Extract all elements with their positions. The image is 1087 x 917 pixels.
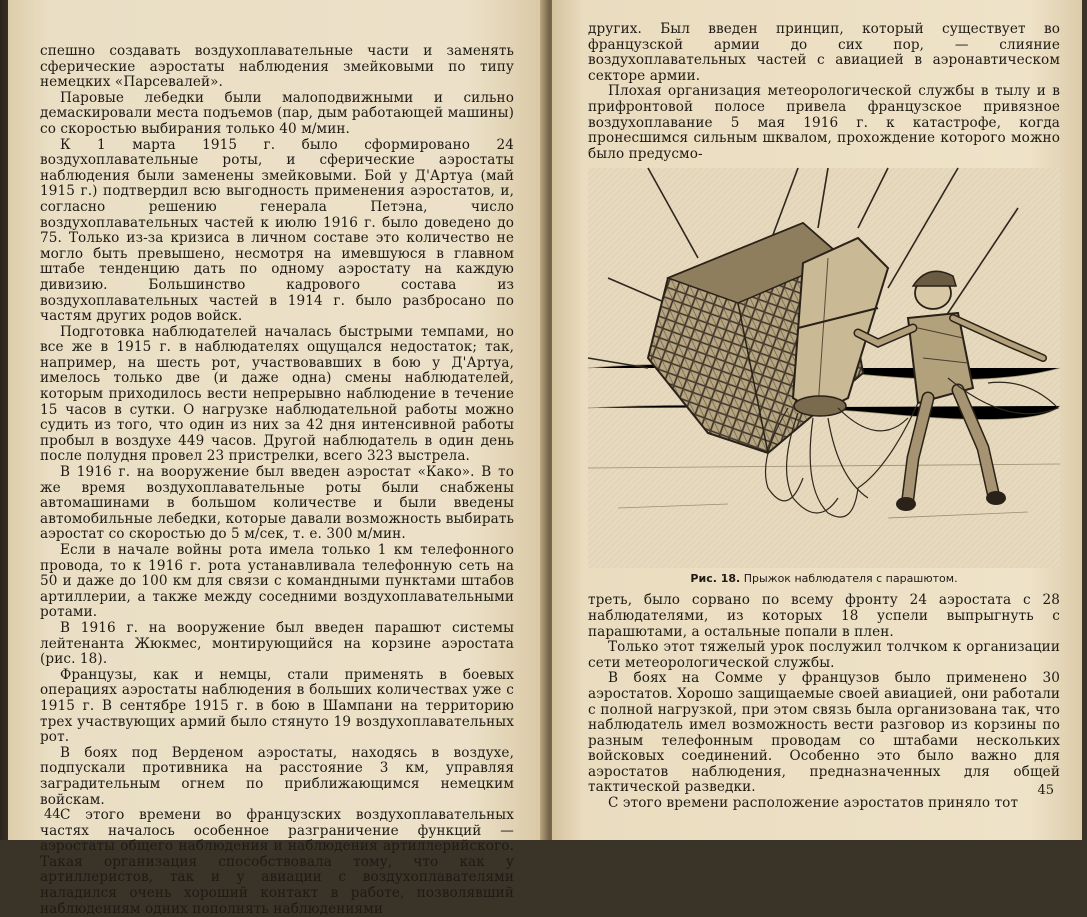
left-page	[8, 0, 548, 917]
paragraph: В 1916 г. на вооружение был введен аэростат «Како». В то же время воздухоплавательные роты были снабжены автомашинами в большом количестве и были введены автомобильные лебедки, которые давали возможность выбирать аэростат со скоростью до 5 м/сек, т. е. 300 м/мин.	[40, 464, 514, 543]
right-page	[552, 0, 1082, 840]
figure-number: Рис. 18.	[690, 572, 741, 586]
page-number-right: 45	[1037, 783, 1054, 798]
paragraph: С этого времени расположение аэростатов приняло тот	[608, 795, 1019, 812]
figure-18	[588, 168, 1060, 593]
figure-caption	[588, 572, 1060, 585]
paragraph: спешно создавать воздухоплавательные части и заменять сферические аэростаты наблюдения змейковыми по типу немецких «Парсевалей».	[40, 43, 514, 91]
right-page-text-top	[588, 22, 1060, 162]
left-page-text	[40, 44, 514, 917]
paragraph: С этого времени во французских воздухоплавательных частях началось особенное разграничение функций — аэростаты общего наблюдения и наблюдения артиллерийского. Такая организация способствовала тому, что как у артиллеристов, так и у авиации с воздухоплавателями наладился очень хороший контакт в работе, позволявший наблюдениям одних пополнять наблюдениями	[40, 807, 514, 917]
paragraph: Паровые лебедки были малоподвижными и сильно демаскировали места подъемов (пар, дым работающей машины) со скоростью выбирания только 40 м/мин.	[40, 89, 514, 137]
paragraph: В боях под Верденом аэростаты, находясь в воздухе, подпускали противника на расстояние 3 км, управляя заградительным огнем по приближающимся немецким войскам.	[40, 744, 514, 808]
paragraph: Плохая организация метеорологической службы в тылу и в прифронтовой полосе привела французское привязное воздухоплавание 5 мая 1916 г. к катастрофе, когда пронесшимся сильным шквалом, прохождение которого можно было предусмо-	[588, 83, 1060, 162]
paragraph: Подготовка наблюдателей началась быстрыми темпами, но все же в 1915 г. в наблюдателях ощущался недостаток; так, например, на шесть рот, участвовавших в бою у Д'Артуа, имелось только две (и даже одна) смены наблюдателей, которым приходилось вести непрерывно наблюдение в течение 15 часов в сутки. О нагрузке наблюдательной работы можно судить из того, что один из них за 42 дня интенсивной работы пробыл в воздухе 449 часов. Другой наблюдатель в один день после полудня провел 23 пристрелки, всего 323 выстрела.	[40, 323, 514, 465]
paragraph: В боях на Сомме у французов было применено 30 аэростатов. Хорошо защищаемые своей авиацией, они работали с полной нагрузкой, при этом связь была организована так, что наблюдатель имел возможность вести разговор из корзины по разным телефонным проводам со штабами нескольких войсковых соединений. Особенно это было важно для аэростатов наблюдения, предназначенных для общей тактической разведки.	[588, 670, 1060, 796]
paragraph: К 1 марта 1915 г. было сформировано 24 воздухоплавательные роты, и сферические аэростаты наблюдения были заменены змейковыми. Бой у Д'Артуа (май 1915 г.) подтвердил всю выгодность применения аэростатов, и, согласно решению генерала Петэна, число воздухоплавательных частей к июлю 1916 г. было доведено до 75. Только из-за кризиса в личном составе это количество не могло быть превышено, несмотря на имевшуюся в главном штабе тенденцию дать по одному аэростату на каждую дивизию. Большинство кадрового состава из воздухоплавательных частей в 1914 г. было разбросано по частям других родов войск.	[40, 136, 514, 325]
paragraph: других. Был введен принцип, который существует во французской армии до сих пор, — слияние воздухоплавательных частей с авиацией в аэронавтическом секторе армии.	[588, 21, 1060, 84]
paragraph: Если в начале войны рота имела только 1 км телефонного провода, то к 1916 г. рота устанавливала телефонную сеть на 50 и даже до 100 км для связи с командными пунктами штабов артиллерии, а также между соседними воздухоплавательными ротами.	[40, 542, 514, 621]
page-number-left: 44	[44, 807, 61, 822]
paragraph: Французы, как и немцы, стали применять в боевых операциях аэростаты наблюдения в больших количествах уже с 1915 г. В сентябре 1915 г. в бою в Шампани на территорию трех участвующих армий было стянуто 19 воздухоплавательных рот.	[40, 666, 514, 746]
paragraph: Только этот тяжелый урок послужил толчком к организации сети метеорологической службы.	[588, 639, 1060, 671]
right-page-text-bottom	[588, 593, 1060, 811]
paragraph: треть, было сорвано по всему фронту 24 аэростата с 28 наблюдателями, из которых 18 успели выпрыгнуть с парашютами, а остальные попали в плен.	[588, 592, 1060, 640]
parachute-jump-illustration	[588, 168, 1060, 568]
paragraph: В 1916 г. на вооружение был введен парашют системы лейтенанта Жюкмес, монтирующийся на корзине аэростата (рис. 18).	[40, 619, 514, 668]
figure-caption-text: Прыжок наблюдателя с парашютом.	[743, 572, 958, 586]
